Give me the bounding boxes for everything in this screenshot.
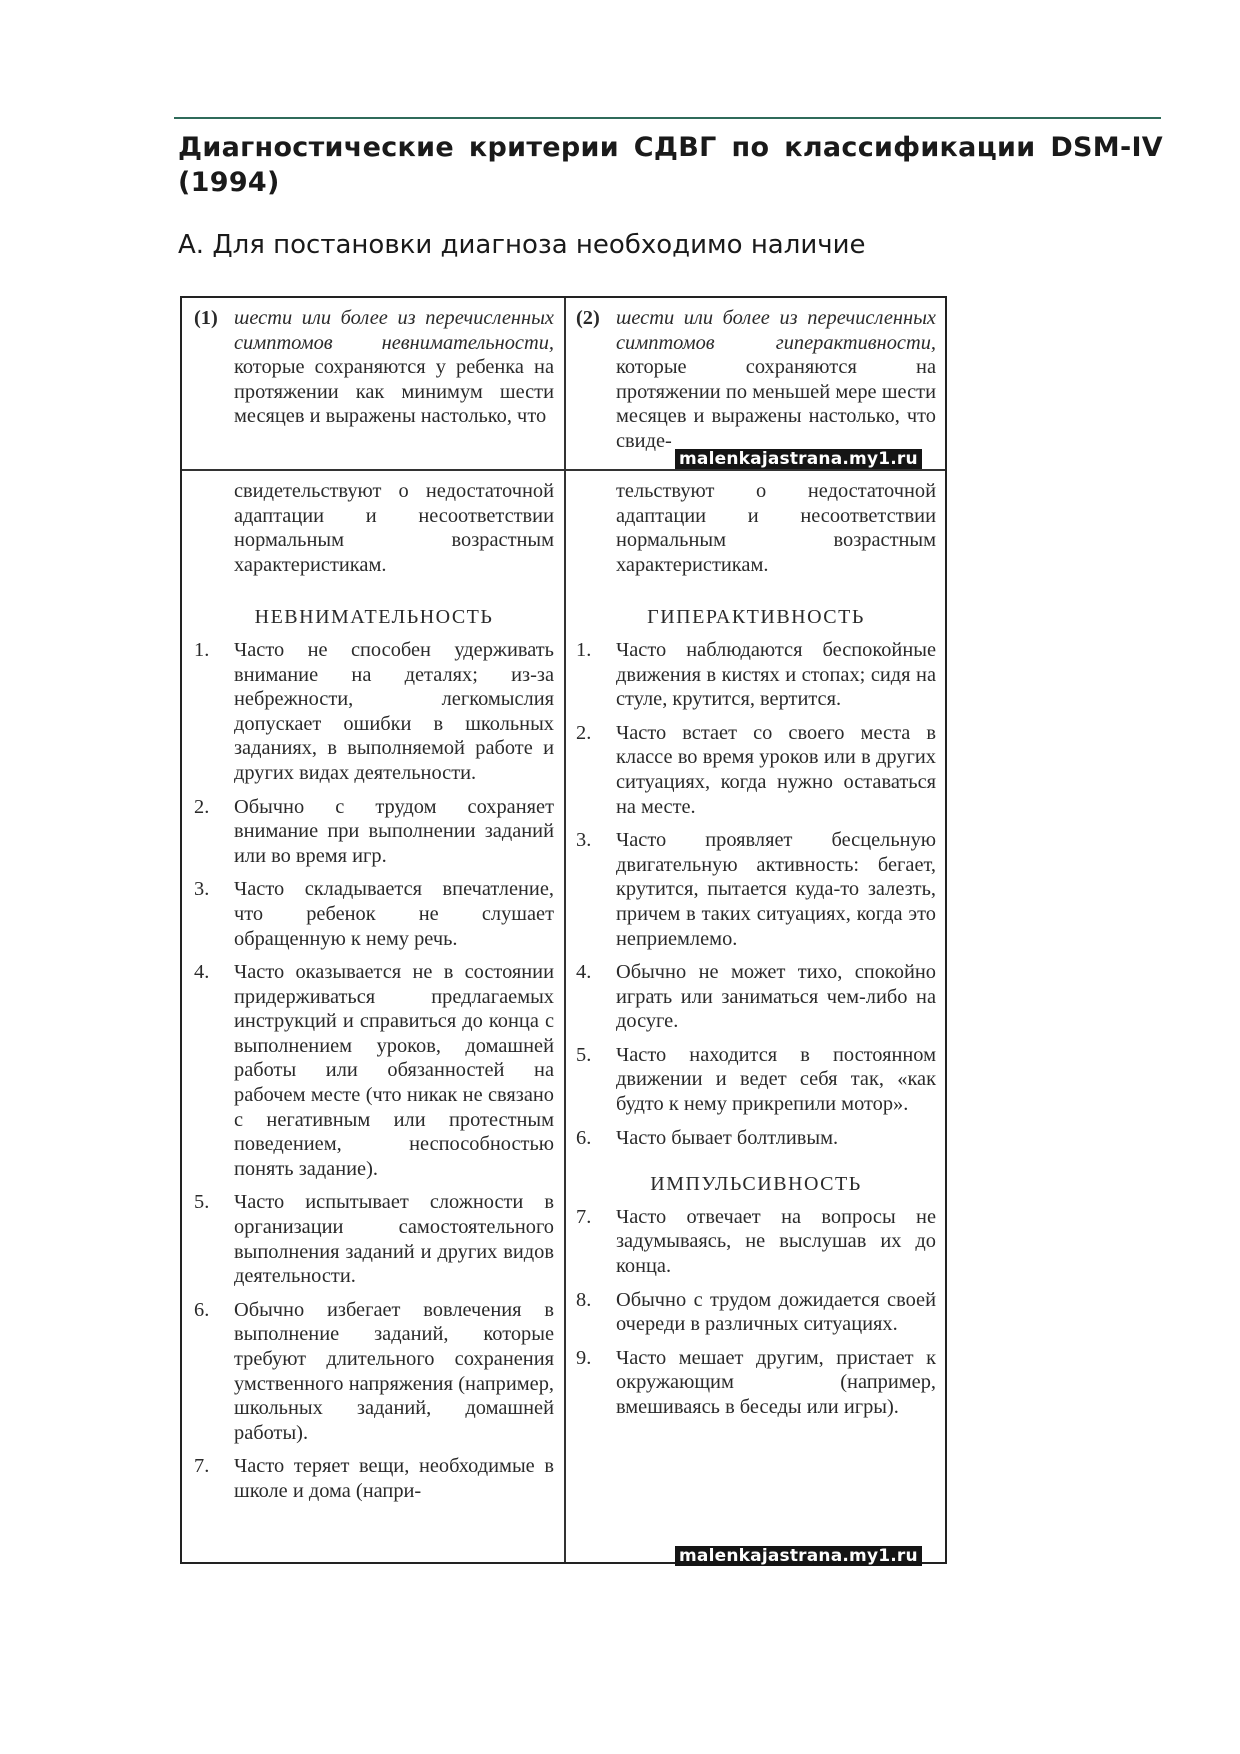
item-text: Часто отвечает на вопросы не задумываясь, не выслушав их до конца. xyxy=(616,1205,936,1278)
item-number: 3. xyxy=(194,878,210,901)
column-number: (1) xyxy=(194,307,218,329)
header-rule xyxy=(174,117,1161,119)
list-item xyxy=(194,1454,554,1503)
page-subtitle: А. Для постановки диагноза необходимо наличие xyxy=(178,230,866,260)
list-item xyxy=(576,1205,936,1279)
item-text: Часто теряет вещи, необходимые в школе и дома (напри- xyxy=(234,1455,554,1502)
section-heading-inattention: НЕВНИМАТЕЛЬНОСТЬ xyxy=(254,606,494,629)
item-text: Часто бывает болтливым. xyxy=(616,1126,839,1149)
item-number: 5. xyxy=(194,1191,210,1214)
item-text: Обычно с трудом дожидается своей очереди в различных ситуациях. xyxy=(616,1288,936,1336)
item-number: 4. xyxy=(576,961,592,984)
list-item xyxy=(576,1346,936,1420)
item-text: Обычно не может тихо, спокойно играть или заниматься чем-либо на досуге. xyxy=(616,961,936,1033)
item-text: Часто находится в постоянном движении и ведет себя так, «как будто к нему прикрепили мотор». xyxy=(616,1043,936,1116)
header-italic-text: шести или более из перечисленных симптомов невнимательности, xyxy=(234,307,554,354)
item-number: 6. xyxy=(194,1298,210,1321)
hyperactivity-list xyxy=(576,638,936,1150)
list-item xyxy=(576,1126,936,1151)
section-heading-hyperactivity: ГИПЕРАКТИВНОСТЬ xyxy=(647,606,865,629)
item-text: Часто мешает другим, пристает к окружающим (например, вмешиваясь в беседы или игры). xyxy=(616,1346,936,1418)
watermark-top: malenkajastrana.my1.ru xyxy=(675,449,922,469)
item-text: Часто складывается впечатление, что ребенок не слушает обращенную к нему речь. xyxy=(234,878,554,950)
watermark-bottom: malenkajastrana.my1.ru xyxy=(675,1546,922,1566)
header-text: которые сохраняются у ребенка на протяжении как минимум шести месяцев и выражены настолько, что xyxy=(234,356,554,428)
list-item xyxy=(194,795,554,869)
list-item xyxy=(576,721,936,819)
criteria-table-scan xyxy=(180,296,947,1564)
item-text: Часто не способен удерживать внимание на деталях; из-за небрежности, легкомыслия допускает ошибки в школьных заданиях, в выполняемой работе и других видах деятельности. xyxy=(234,638,554,784)
item-text: Часто испытывает сложности в организации самостоятельного выполнения заданий и других видов деятельности. xyxy=(234,1191,554,1288)
header-italic-text: шести или более из перечисленных симптомов гиперактивности, xyxy=(616,307,936,354)
item-text: Часто проявляет бесцельную двигательную активность: бегает, крутится, пытается куда-то залезть, причем в таких ситуациях, когда это неприемлемо. xyxy=(616,829,936,950)
impulsivity-list xyxy=(576,1205,936,1420)
item-text: Обычно с трудом сохраняет внимание при выполнении заданий или во время игр. xyxy=(234,795,554,867)
list-item xyxy=(576,1043,936,1117)
item-number: 7. xyxy=(576,1205,592,1228)
item-number: 5. xyxy=(576,1043,592,1066)
hyperactivity-header xyxy=(576,306,936,454)
list-item xyxy=(194,877,554,951)
list-item xyxy=(576,638,936,712)
item-number: 6. xyxy=(576,1126,592,1149)
header-continuation: свидетельствуют о недостаточной адаптации и несоответствии нормальным возрастным характеристикам. xyxy=(234,480,554,576)
header-continuation: тельствуют о недостаточной адаптации и несоответствии нормальным возрастным характеристикам. xyxy=(616,480,936,576)
list-item xyxy=(194,1190,554,1288)
item-text: Обычно избегает вовлечения в выполнение заданий, которые требуют длительного сохранения умственного напряжения (например, школьных заданий, домашней работы). xyxy=(234,1298,554,1444)
item-number: 2. xyxy=(576,721,592,744)
header-text: которые сохраняются на протяжении по меньшей мере шести месяцев и выражены настолько, что свиде- xyxy=(616,356,936,452)
list-item xyxy=(576,960,936,1034)
item-text: Часто встает со своего места в классе во время уроков или в других ситуациях, когда нужно оставаться на месте. xyxy=(616,721,936,818)
item-text: Часто наблюдаются беспокойные движения в кистях и стопах; сидя на стуле, крутится, вертится. xyxy=(616,638,936,711)
column-number: (2) xyxy=(576,307,600,329)
item-number: 9. xyxy=(576,1346,592,1369)
item-text: Часто оказывается не в состоянии придерживаться предлагаемых инструкций и справиться до конца с выполнением уроков, домашней работы или обязанностей на рабочем месте (что никак не связано с негативным или протестным поведением, неспособностью понять задание). xyxy=(234,961,554,1180)
section-heading-impulsivity: ИМПУЛЬСИВНОСТЬ xyxy=(650,1173,862,1196)
inattention-header xyxy=(194,306,554,429)
item-number: 8. xyxy=(576,1288,592,1311)
item-number: 2. xyxy=(194,795,210,818)
inattention-list xyxy=(194,638,554,1504)
item-number: 1. xyxy=(576,638,592,661)
item-number: 3. xyxy=(576,829,592,852)
item-number: 1. xyxy=(194,638,210,661)
list-item xyxy=(194,1298,554,1446)
list-item xyxy=(194,638,554,786)
item-number: 7. xyxy=(194,1455,210,1478)
page-title: Диагностические критерии СДВГ по классификации DSM-IV (1994) xyxy=(178,132,1163,198)
item-number: 4. xyxy=(194,961,210,984)
list-item xyxy=(576,828,936,951)
list-item xyxy=(194,960,554,1181)
header-divider xyxy=(182,469,945,471)
list-item xyxy=(576,1288,936,1337)
column-divider xyxy=(564,298,566,1562)
